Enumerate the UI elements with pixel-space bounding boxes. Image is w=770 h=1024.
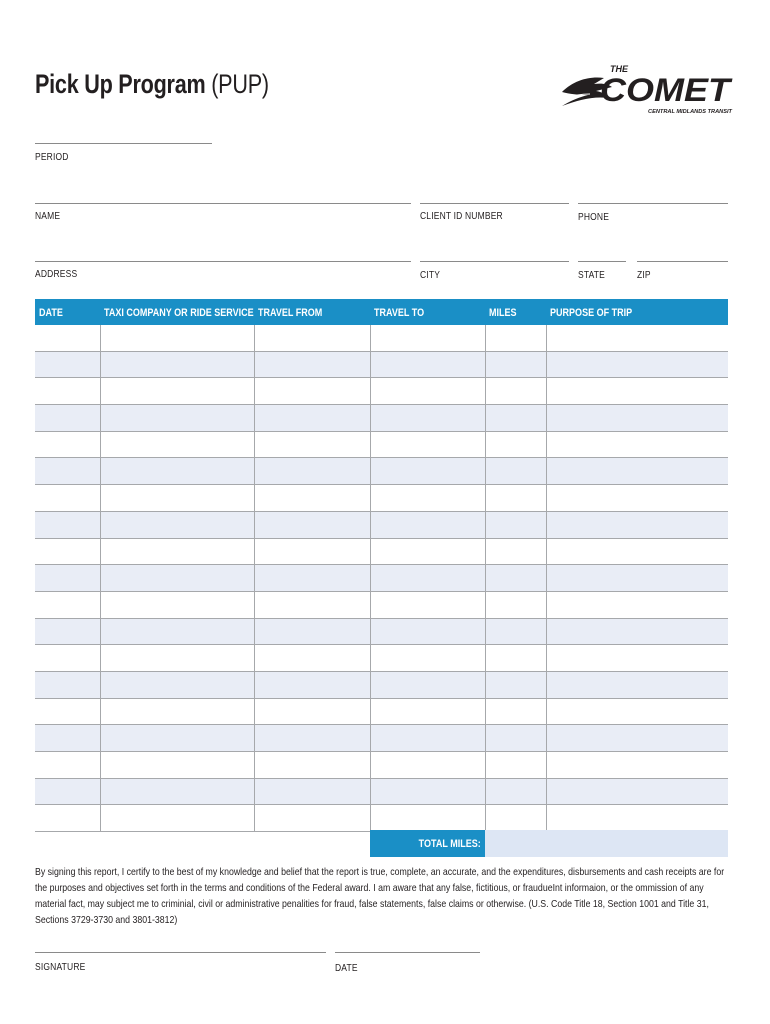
cell-date[interactable] <box>35 539 100 565</box>
cell-miles[interactable] <box>485 325 546 351</box>
cell-date[interactable] <box>35 352 100 378</box>
cell-miles[interactable] <box>485 565 546 591</box>
period-line[interactable] <box>35 143 212 144</box>
signature-label: SIGNATURE <box>35 962 86 973</box>
cell-purpose[interactable] <box>546 432 728 458</box>
cell-travel-from[interactable] <box>254 325 370 351</box>
address-line[interactable] <box>35 261 411 262</box>
cell-date[interactable] <box>35 699 100 725</box>
cell-travel-to[interactable] <box>370 752 485 778</box>
total-miles-field[interactable] <box>485 830 728 857</box>
cell-taxi-company[interactable] <box>100 325 254 351</box>
column-header-purpose: PURPOSE OF TRIP <box>550 307 633 319</box>
table-row <box>35 805 728 832</box>
column-divider <box>100 325 101 832</box>
column-divider <box>370 325 371 832</box>
cell-date[interactable] <box>35 592 100 618</box>
cell-purpose[interactable] <box>546 539 728 565</box>
column-divider <box>546 325 547 832</box>
cell-taxi-company[interactable] <box>100 352 254 378</box>
name-label: NAME <box>35 211 61 222</box>
cell-miles[interactable] <box>485 539 546 565</box>
column-header-travel-from: TRAVEL FROM <box>258 307 323 319</box>
table-row <box>35 565 728 592</box>
cell-miles[interactable] <box>485 458 546 484</box>
cell-miles[interactable] <box>485 352 546 378</box>
table-row <box>35 779 728 806</box>
cell-travel-to[interactable] <box>370 352 485 378</box>
cell-travel-to[interactable] <box>370 405 485 431</box>
column-header-miles: MILES <box>489 307 517 319</box>
cell-taxi-company[interactable] <box>100 699 254 725</box>
cell-taxi-company[interactable] <box>100 619 254 645</box>
cell-travel-to[interactable] <box>370 805 485 831</box>
table-row <box>35 752 728 779</box>
cell-travel-to[interactable] <box>370 565 485 591</box>
cell-taxi-company[interactable] <box>100 432 254 458</box>
table-row <box>35 458 728 485</box>
phone-line[interactable] <box>578 203 728 204</box>
certification-text: By signing this report, I certify to the best of my knowledge and belief that the report is true, complete, an accurate, and the expenditures, disbursements and cash receipts are for the purposes and objectives set forth in the terms and conditions of the Federal award. I am aware that any false, fictitious, or fraudueInt informaion, or the ommission of any material fact, may subject me to criminial, civil or administrative penalities for fraud, false statements, false claims or otherwise. (U.S. Code Title 18, Section 1001 and Title 31, Sections 3729-3730 and 3801-3812) <box>35 866 725 926</box>
signature-date-label: DATE <box>335 963 358 974</box>
cell-travel-from[interactable] <box>254 539 370 565</box>
table-row <box>35 672 728 699</box>
state-line[interactable] <box>578 261 626 262</box>
client-id-label: CLIENT ID NUMBER <box>420 211 503 222</box>
cell-purpose[interactable] <box>546 779 728 805</box>
table-row <box>35 539 728 566</box>
period-label: PERIOD <box>35 152 69 163</box>
cell-purpose[interactable] <box>546 672 728 698</box>
comet-logo <box>560 58 735 122</box>
client-id-line[interactable] <box>420 203 569 204</box>
table-body <box>35 325 728 832</box>
cell-date[interactable] <box>35 645 100 671</box>
cell-taxi-company[interactable] <box>100 458 254 484</box>
cell-miles[interactable] <box>485 805 546 831</box>
table-row <box>35 592 728 619</box>
table-row <box>35 378 728 405</box>
cell-travel-to[interactable] <box>370 619 485 645</box>
cell-purpose[interactable] <box>546 325 728 351</box>
cell-miles[interactable] <box>485 779 546 805</box>
cell-purpose[interactable] <box>546 512 728 538</box>
cell-date[interactable] <box>35 752 100 778</box>
table-row <box>35 512 728 539</box>
cell-taxi-company[interactable] <box>100 512 254 538</box>
cell-travel-to[interactable] <box>370 432 485 458</box>
cell-taxi-company[interactable] <box>100 725 254 751</box>
cell-taxi-company[interactable] <box>100 779 254 805</box>
cell-travel-from[interactable] <box>254 352 370 378</box>
cell-taxi-company[interactable] <box>100 592 254 618</box>
cell-travel-from[interactable] <box>254 512 370 538</box>
zip-line[interactable] <box>637 261 728 262</box>
cell-travel-to[interactable] <box>370 672 485 698</box>
cell-miles[interactable] <box>485 699 546 725</box>
cell-travel-to[interactable] <box>370 378 485 404</box>
cell-travel-to[interactable] <box>370 725 485 751</box>
table-row <box>35 325 728 352</box>
cell-date[interactable] <box>35 405 100 431</box>
cell-date[interactable] <box>35 565 100 591</box>
cell-travel-from[interactable] <box>254 432 370 458</box>
table-row <box>35 432 728 459</box>
cell-taxi-company[interactable] <box>100 672 254 698</box>
cell-miles[interactable] <box>485 672 546 698</box>
cell-travel-from[interactable] <box>254 805 370 831</box>
trip-log-table <box>35 299 728 832</box>
state-label: STATE <box>578 270 605 281</box>
table-row <box>35 699 728 726</box>
cell-date[interactable] <box>35 805 100 831</box>
table-row <box>35 485 728 512</box>
cell-travel-to[interactable] <box>370 325 485 351</box>
cell-travel-from[interactable] <box>254 725 370 751</box>
table-row <box>35 619 728 646</box>
cell-travel-to[interactable] <box>370 485 485 511</box>
cell-purpose[interactable] <box>546 378 728 404</box>
cell-purpose[interactable] <box>546 458 728 484</box>
column-header-date: DATE <box>39 307 63 319</box>
cell-travel-from[interactable] <box>254 378 370 404</box>
cell-purpose[interactable] <box>546 805 728 831</box>
cell-miles[interactable] <box>485 432 546 458</box>
cell-taxi-company[interactable] <box>100 805 254 831</box>
address-label: ADDRESS <box>35 269 78 280</box>
cell-travel-from[interactable] <box>254 672 370 698</box>
cell-travel-from[interactable] <box>254 779 370 805</box>
title-main: Pick Up Program <box>35 69 206 99</box>
cell-date[interactable] <box>35 325 100 351</box>
cell-date[interactable] <box>35 725 100 751</box>
cell-travel-from[interactable] <box>254 405 370 431</box>
cell-miles[interactable] <box>485 752 546 778</box>
column-header-taxi-company: TAXI COMPANY OR RIDE SERVICE <box>104 307 254 319</box>
table-row <box>35 405 728 432</box>
column-header-travel-to: TRAVEL TO <box>374 307 425 319</box>
cell-miles[interactable] <box>485 485 546 511</box>
column-divider <box>254 325 255 832</box>
comet-logo-icon <box>560 58 735 122</box>
cell-purpose[interactable] <box>546 405 728 431</box>
total-miles-label: TOTAL MILES: <box>370 830 485 857</box>
cell-purpose[interactable] <box>546 699 728 725</box>
cell-taxi-company[interactable] <box>100 752 254 778</box>
cell-purpose[interactable] <box>546 752 728 778</box>
cell-taxi-company[interactable] <box>100 485 254 511</box>
page-title <box>35 64 327 104</box>
cell-purpose[interactable] <box>546 725 728 751</box>
name-line[interactable] <box>35 203 411 204</box>
cell-taxi-company[interactable] <box>100 645 254 671</box>
table-row <box>35 352 728 379</box>
cell-miles[interactable] <box>485 592 546 618</box>
city-label: CITY <box>420 270 441 281</box>
cell-date[interactable] <box>35 432 100 458</box>
phone-label: PHONE <box>578 212 610 223</box>
date-line[interactable] <box>335 952 480 953</box>
cell-travel-from[interactable] <box>254 458 370 484</box>
cell-travel-from[interactable] <box>254 485 370 511</box>
logo-tagline: CENTRAL MIDLANDS TRANSIT <box>648 109 734 115</box>
cell-purpose[interactable] <box>546 619 728 645</box>
cell-miles[interactable] <box>485 378 546 404</box>
cell-travel-to[interactable] <box>370 539 485 565</box>
cell-date[interactable] <box>35 378 100 404</box>
cell-taxi-company[interactable] <box>100 565 254 591</box>
logo-small-word: THE <box>610 64 628 74</box>
cell-date[interactable] <box>35 458 100 484</box>
table-row <box>35 645 728 672</box>
cell-travel-from[interactable] <box>254 752 370 778</box>
cell-date[interactable] <box>35 619 100 645</box>
column-divider <box>485 325 486 832</box>
cell-purpose[interactable] <box>546 352 728 378</box>
cell-purpose[interactable] <box>546 645 728 671</box>
cell-date[interactable] <box>35 485 100 511</box>
cell-travel-from[interactable] <box>254 619 370 645</box>
signature-line[interactable] <box>35 952 326 953</box>
cell-date[interactable] <box>35 672 100 698</box>
table-row <box>35 725 728 752</box>
cell-travel-from[interactable] <box>254 592 370 618</box>
cell-travel-to[interactable] <box>370 699 485 725</box>
cell-date[interactable] <box>35 779 100 805</box>
cell-miles[interactable] <box>485 405 546 431</box>
city-line[interactable] <box>420 261 569 262</box>
cell-taxi-company[interactable] <box>100 405 254 431</box>
cell-purpose[interactable] <box>546 592 728 618</box>
cell-purpose[interactable] <box>546 485 728 511</box>
cell-travel-to[interactable] <box>370 458 485 484</box>
cell-travel-to[interactable] <box>370 645 485 671</box>
cell-taxi-company[interactable] <box>100 539 254 565</box>
zip-label: ZIP <box>637 270 651 281</box>
table-header <box>35 299 728 325</box>
cell-travel-from[interactable] <box>254 645 370 671</box>
cell-miles[interactable] <box>485 619 546 645</box>
cell-travel-to[interactable] <box>370 779 485 805</box>
title-suffix: (PUP) <box>211 69 269 99</box>
cell-taxi-company[interactable] <box>100 378 254 404</box>
cell-travel-to[interactable] <box>370 512 485 538</box>
cell-miles[interactable] <box>485 512 546 538</box>
logo-big-word: COMET <box>600 72 733 108</box>
cell-travel-from[interactable] <box>254 699 370 725</box>
cell-travel-to[interactable] <box>370 592 485 618</box>
cell-miles[interactable] <box>485 725 546 751</box>
cell-travel-from[interactable] <box>254 565 370 591</box>
cell-miles[interactable] <box>485 645 546 671</box>
cell-date[interactable] <box>35 512 100 538</box>
cell-purpose[interactable] <box>546 565 728 591</box>
